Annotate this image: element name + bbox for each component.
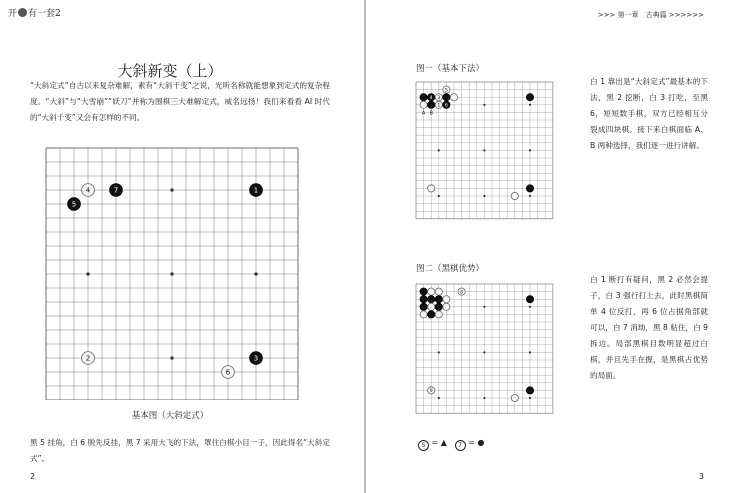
stone-number-label: 2 [85,354,91,363]
running-header-left: 开 有一套2 [8,9,61,19]
chapter-header: >>> 第一章 古典篇 >>>>>> [597,11,704,19]
stone-number-label: 8 [460,290,464,296]
figure1-label: 图一（基本下法） [416,64,485,74]
star-point [438,397,440,399]
fig2-white-stone [443,303,450,310]
stone-number-label: 4 [429,95,433,101]
fig1-white-stone [450,94,457,101]
star-point [483,104,485,106]
fig1-black-stone [428,101,435,108]
go-board-figure1 [414,78,554,226]
star-point [529,351,531,353]
stone-number-label: 4 [85,186,91,195]
intro-paragraph: “大斜定式”自古以来复杂难解，素有“大斜千变”之说，光听名称就能想象到定式的复杂程度。“大斜”与“大雪崩”“妖刀”并称为围棋三大难解定式，威名远扬！我们来看看 AI 时代的“大斜千变”又会有怎样的不同。 [30,81,330,122]
star-point [170,356,173,359]
board-caption: 基本图（大斜定式） [131,411,209,421]
fig2-white-stone [443,296,450,303]
star-point [438,351,440,353]
fig2-white-stone [428,288,435,295]
page-title: 大斜新变（上） [117,62,223,80]
star-point [529,104,531,106]
star-point [483,306,485,308]
fig2-black-stone [435,303,442,310]
go-board-figure2 [414,280,554,420]
star-point [529,195,531,197]
fig1-black-stone [526,185,533,192]
footer-paragraph: 黑 5 挂角，白 6 脱先反挂，黑 7 采用大飞的下法，罩住白棋小目一子，因此得名“大斜定式”。 [30,438,330,463]
star-point [483,397,485,399]
right-page [366,0,730,493]
figure2-label: 图二（黑棋优势） [416,264,485,274]
point-marker-a: A [421,110,426,117]
fig2-grid [416,284,553,413]
fig2-black-stone [420,288,427,295]
stone-number-label: 9 [429,389,433,395]
fig2-white-stone [511,394,518,401]
fig2-white-stone [428,303,435,310]
fig1-white-stone [428,185,435,192]
fig1-white-stone [420,101,427,108]
star-point [483,149,485,151]
point-marker-b: B [429,110,433,117]
stone-number-label: 6 [444,103,448,109]
fig2-black-stone [420,303,427,310]
page-number-left: 2 [30,472,36,481]
fig2-white-stone [435,311,442,318]
star-point [529,306,531,308]
fig1-black-stone [526,94,533,101]
page-number-right: 3 [698,472,704,481]
star-point [170,272,173,275]
fig1-black-stone [420,94,427,101]
star-point [529,149,531,151]
circle-icon: ● [477,438,485,447]
fig2-black-stone [526,387,533,394]
stone-number-label: 5 [71,200,77,209]
logo-icon [18,8,27,17]
triangle-icon: ▲ [440,438,447,447]
fig2-white-stone [420,311,427,318]
star-point [483,195,485,197]
figure2-text: 白 1 断打有疑问，黑 2 必然会提子，白 3 强行打上去，此时黑棋简单 4 位反打，再 6 位占据角部就可以，白 7 消劫，黑 8 粘住，白 9 拆边。局部黑棋目数明显超过白棋，并且先手在握，是黑棋占优势的局面。 [590,275,708,380]
stone-number-label: 5 [444,88,448,94]
fig2-white-stone [435,288,442,295]
legend: 5 = ▲ 7 = ● [418,438,484,451]
stone-number-label: 3 [253,354,259,363]
star-point [86,272,89,275]
legend-white-stone-7: 7 [455,440,466,451]
star-point [438,195,440,197]
fig2-black-stone [435,296,442,303]
fig1-white-stone [511,192,518,199]
fig2-black-stone [428,296,435,303]
star-point [529,397,531,399]
legend-white-stone-5: 5 [418,440,429,451]
star-point [254,272,257,275]
fig2-black-stone [420,296,427,303]
fig2-black-stone [428,311,435,318]
stone-number-label: 1 [253,186,259,195]
stone-number-label: 3 [437,95,441,101]
figure1-text: 白 1 靠出是“大斜定式”最基本的下法，黑 2 挖断，白 3 打吃，至黑 6，短短数手棋，双方已经相互分裂成四块棋。接下来白棋面临 A、B 两种选择，我们逐一进行讲解。 [590,77,708,150]
fig2-black-stone [526,296,533,303]
stone-number-label: 1 [437,103,441,109]
star-point [170,188,173,191]
stone-number-label: 6 [225,368,231,377]
fig1-black-stone [443,94,450,101]
left-page [0,0,364,493]
stone-number-label: 7 [113,186,119,195]
star-point [438,149,440,151]
go-board-main [44,146,299,400]
star-point [483,351,485,353]
